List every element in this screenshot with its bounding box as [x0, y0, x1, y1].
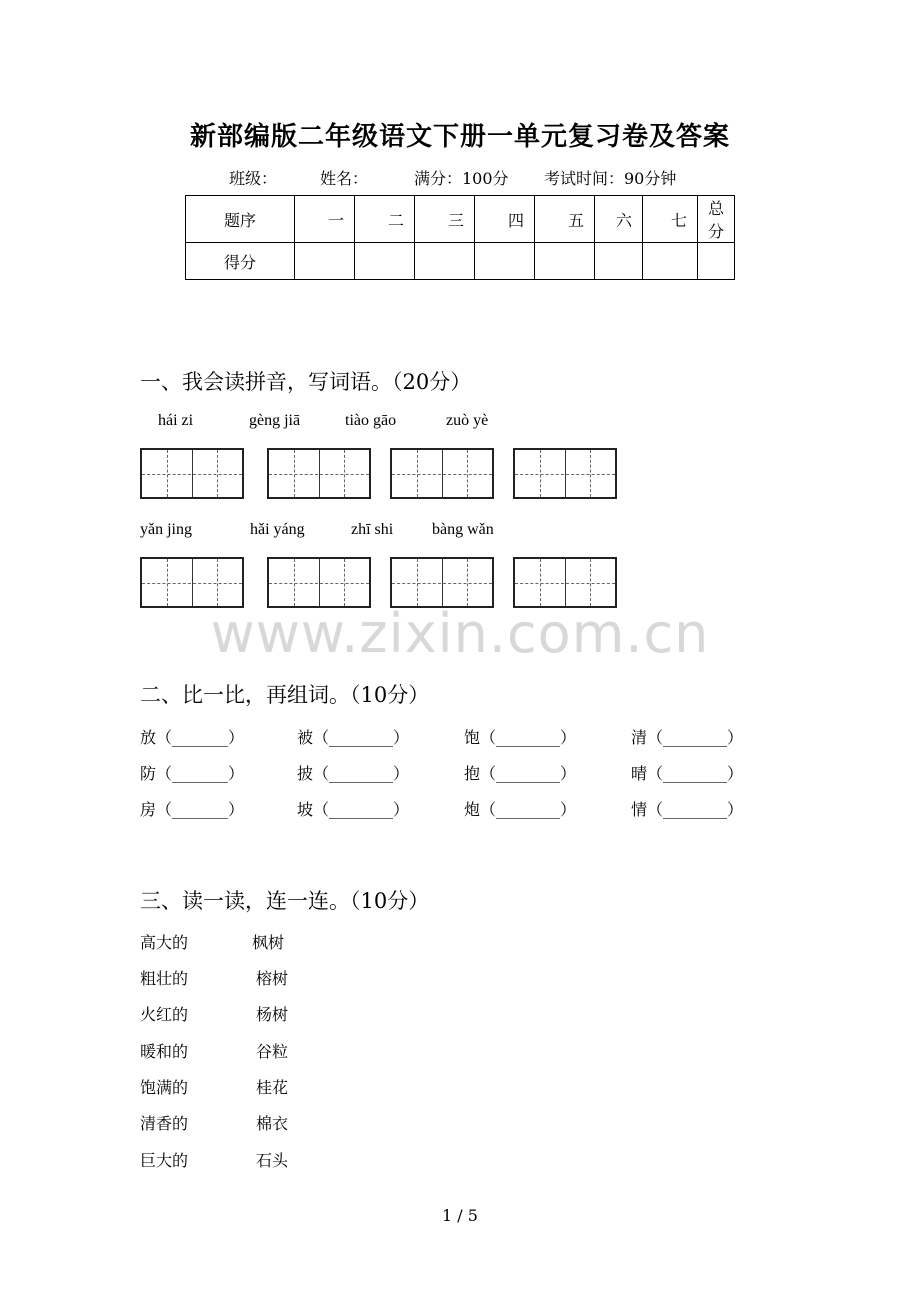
word-blank[interactable]: 被（________）	[297, 728, 410, 747]
pinyin-label: zuò yè	[446, 412, 489, 429]
writing-grid[interactable]	[513, 448, 617, 499]
writing-grid[interactable]	[513, 557, 617, 608]
full-score: 满分：100分	[414, 169, 509, 188]
score-cell[interactable]	[643, 243, 698, 280]
column-4: 四	[475, 196, 535, 243]
score-cell[interactable]	[475, 243, 535, 280]
score-cell[interactable]	[355, 243, 415, 280]
word-blank[interactable]: 情（________）	[631, 800, 744, 819]
match-left-item[interactable]: 饱满的	[140, 1078, 189, 1097]
match-left-item[interactable]: 高大的	[140, 933, 189, 952]
pinyin-label: yǎn jing	[140, 521, 192, 538]
match-right-item[interactable]: 杨树	[256, 1005, 289, 1024]
match-left-item[interactable]: 巨大的	[140, 1151, 189, 1170]
score-cell[interactable]	[415, 243, 475, 280]
writing-grid[interactable]	[390, 448, 494, 499]
word-blank[interactable]: 炮（________）	[464, 800, 577, 819]
score-table	[185, 195, 735, 280]
pinyin-label: gèng jiā	[249, 412, 301, 429]
word-blank[interactable]: 晴（________）	[631, 764, 744, 783]
column-1: 一	[295, 196, 355, 243]
section-2-heading: 二、比一比，再组词。（10分）	[140, 683, 430, 707]
score-label: 得分	[186, 243, 295, 280]
pinyin-label: zhī shi	[351, 521, 394, 538]
writing-grid[interactable]	[267, 557, 371, 608]
section-3-heading: 三、读一读，连一连。（10分）	[140, 889, 430, 913]
match-right-item[interactable]: 谷粒	[256, 1042, 289, 1061]
writing-grid[interactable]	[140, 448, 244, 499]
match-right-item[interactable]: 桂花	[256, 1078, 289, 1097]
word-blank[interactable]: 抱（________）	[464, 764, 577, 783]
total-label: 总分	[698, 196, 735, 243]
word-blank[interactable]: 坡（________）	[297, 800, 410, 819]
column-5: 五	[535, 196, 595, 243]
class-label: 班级：	[229, 169, 278, 188]
word-blank[interactable]: 清（________）	[631, 728, 744, 747]
column-2: 二	[355, 196, 415, 243]
match-left-item[interactable]: 粗壮的	[140, 969, 189, 988]
column-7: 七	[643, 196, 698, 243]
match-left-item[interactable]: 暖和的	[140, 1042, 189, 1061]
watermark: www.zixin.com.cn	[210, 602, 710, 665]
pinyin-label: tiào gāo	[345, 412, 397, 429]
score-table-score-row	[186, 243, 735, 280]
match-left-item[interactable]: 清香的	[140, 1114, 189, 1133]
word-blank[interactable]: 放（_______）	[140, 728, 245, 747]
word-blank[interactable]: 防（_______）	[140, 764, 245, 783]
match-right-item[interactable]: 棉衣	[256, 1114, 289, 1133]
page-number: 1 / 5	[442, 1206, 478, 1225]
pinyin-label: hǎi yáng	[250, 521, 305, 538]
score-table-header-row	[186, 196, 735, 243]
writing-grid[interactable]	[267, 448, 371, 499]
name-label: 姓名：	[320, 169, 369, 188]
word-blank[interactable]: 房（_______）	[140, 800, 245, 819]
column-3: 三	[415, 196, 475, 243]
score-cell[interactable]	[595, 243, 643, 280]
question-order-label: 题序	[186, 196, 295, 243]
match-right-item[interactable]: 榕树	[256, 969, 289, 988]
score-cell[interactable]	[535, 243, 595, 280]
score-cell[interactable]	[698, 243, 735, 280]
pinyin-label: bàng wǎn	[432, 521, 494, 538]
writing-grid[interactable]	[390, 557, 494, 608]
pinyin-label: hái zi	[158, 412, 194, 429]
match-right-item[interactable]: 枫树	[252, 933, 285, 952]
score-cell[interactable]	[295, 243, 355, 280]
column-6: 六	[595, 196, 643, 243]
match-right-item[interactable]: 石头	[256, 1151, 289, 1170]
exam-time: 考试时间：90分钟	[544, 169, 677, 188]
writing-grid[interactable]	[140, 557, 244, 608]
match-left-item[interactable]: 火红的	[140, 1005, 189, 1024]
section-1-heading: 一、我会读拼音，写词语。（20分）	[140, 370, 472, 394]
document-title: 新部编版二年级语文下册一单元复习卷及答案	[189, 122, 730, 152]
word-blank[interactable]: 饱（________）	[464, 728, 577, 747]
word-blank[interactable]: 披（________）	[297, 764, 410, 783]
